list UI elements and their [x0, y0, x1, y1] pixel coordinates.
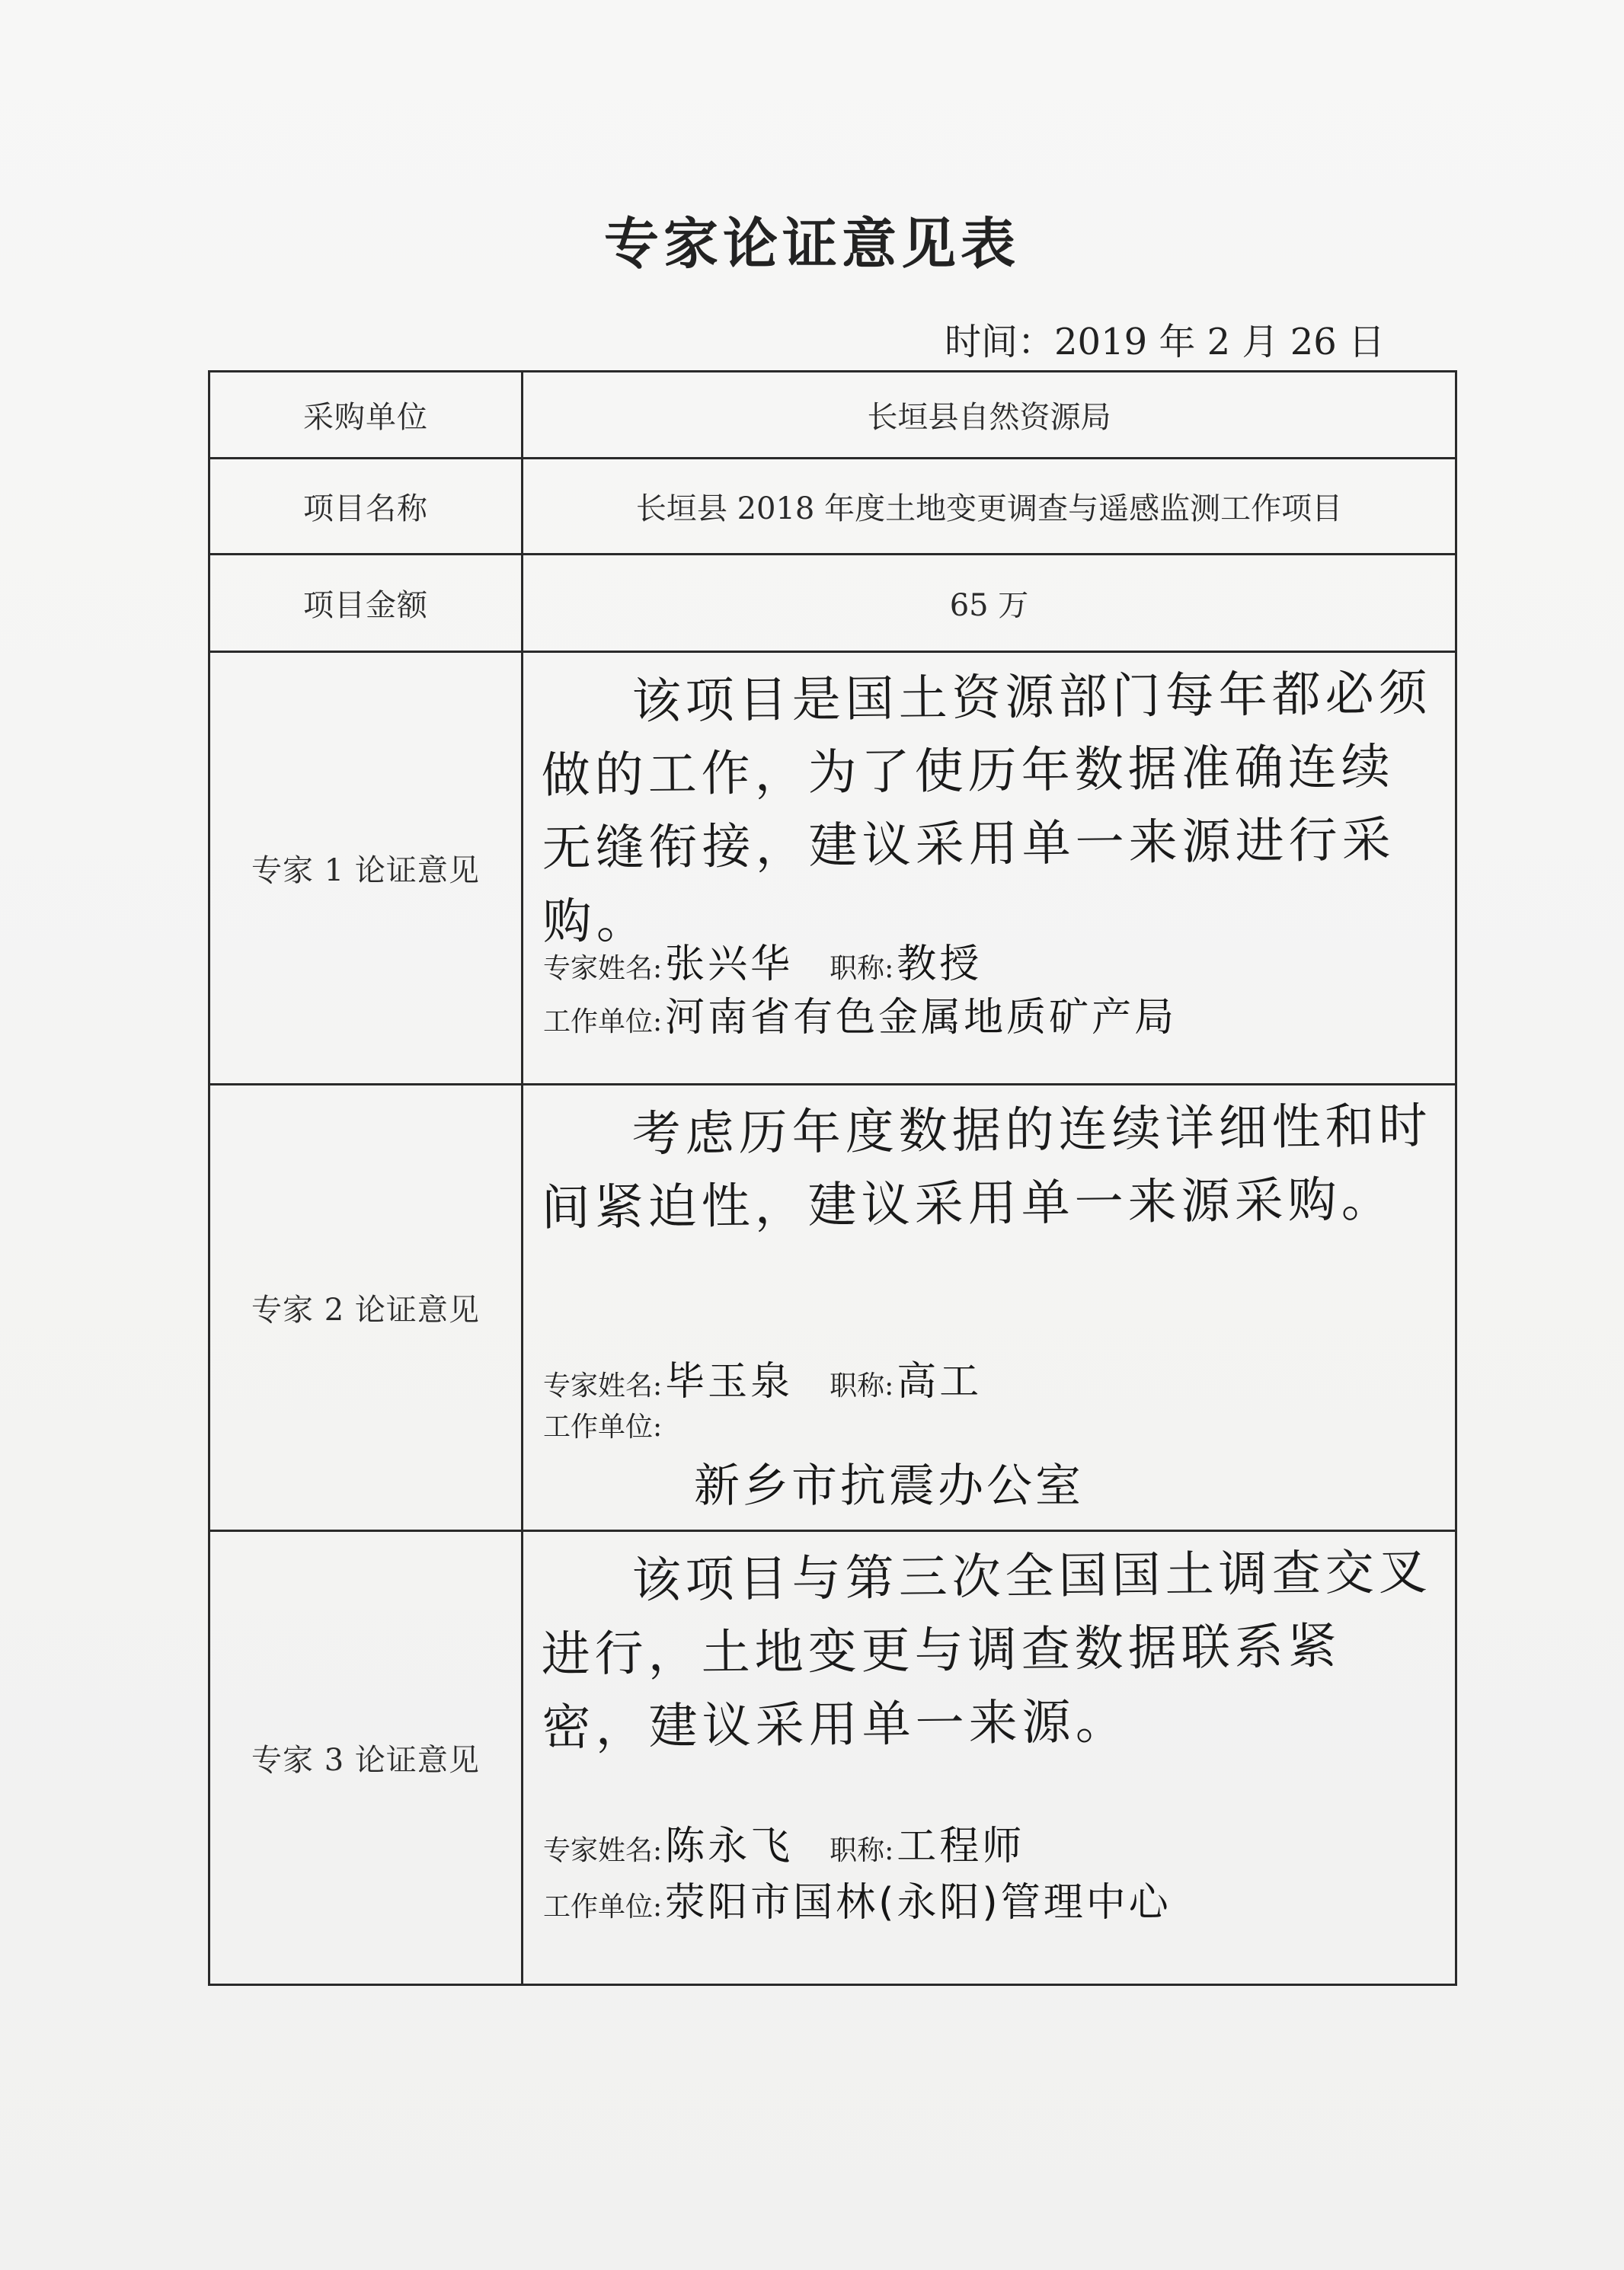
expert-3-label: 专家 3 论证意见	[209, 1531, 523, 1985]
expert-1-unit: 河南省有色金属地质矿产局	[665, 995, 1178, 1041]
table-row-purchaser	[209, 372, 1456, 459]
expert-3-unit: 荥阳市国林(永阳)管理中心	[665, 1880, 1172, 1926]
purchaser-label: 采购单位	[209, 372, 523, 459]
expert-1-label: 专家 1 论证意见	[209, 652, 523, 1085]
expert-3-unit-line	[543, 1870, 1172, 1927]
table-row-expert-3	[209, 1531, 1456, 1985]
expert-2-title-label: 职称:	[830, 1370, 894, 1402]
expert-1-name: 张兴华	[665, 942, 794, 987]
expert-1-title: 教授	[897, 942, 983, 987]
date-line: 时间：2019 年 2 月 26 日	[945, 321, 1386, 363]
opinion-form-table	[208, 370, 1457, 1986]
expert-3-title-label: 职称:	[830, 1835, 894, 1866]
expert-2-name: 毕玉泉	[665, 1359, 794, 1405]
expert-2-name-line	[543, 1349, 982, 1406]
expert-3-opinion-cell	[523, 1531, 1456, 1985]
expert-1-name-line	[543, 932, 982, 989]
expert-1-name-label: 专家姓名:	[543, 953, 663, 984]
page-title: 专家论证意见表	[603, 211, 1020, 276]
amount-label: 项目金额	[209, 555, 523, 652]
project-name-label: 项目名称	[209, 459, 523, 555]
expert-2-opinion-cell	[523, 1085, 1456, 1531]
expert-2-unit: 新乡市抗震办公室	[694, 1460, 1084, 1513]
amount-value: 65 万	[523, 555, 1456, 652]
purchaser-value: 长垣县自然资源局	[523, 372, 1456, 459]
expert-1-unit-label: 工作单位:	[543, 1006, 663, 1037]
project-name-value: 长垣县 2018 年度土地变更调查与遥感监测工作项目	[523, 459, 1456, 555]
expert-1-title-label: 职称:	[830, 953, 894, 984]
expert-2-name-label: 专家姓名:	[543, 1370, 663, 1402]
expert-2-opinion: 考虑历年度数据的连续详细性和时间紧迫性，建议采用单一来源采购。	[541, 1098, 1433, 1237]
expert-3-name-line	[543, 1814, 1025, 1871]
expert-2-unit-line	[543, 1405, 662, 1444]
expert-1-opinion-cell	[523, 652, 1456, 1085]
expert-2-unit-value-line	[691, 1450, 1084, 1515]
table-row-expert-2	[209, 1085, 1456, 1531]
expert-2-unit-label: 工作单位:	[543, 1412, 663, 1443]
table-row-amount	[209, 555, 1456, 652]
expert-3-name: 陈永飞	[665, 1824, 794, 1869]
expert-1-unit-line	[543, 985, 1177, 1042]
table-row-expert-1	[209, 652, 1456, 1085]
expert-3-unit-label: 工作单位:	[543, 1891, 663, 1923]
expert-3-opinion: 该项目与第三次全国国土调查交叉进行，土地变更与调查数据联系紧密，建议采用单一来源。	[541, 1544, 1433, 1757]
expert-3-title: 工程师	[897, 1824, 1025, 1869]
expert-2-label: 专家 2 论证意见	[209, 1085, 523, 1531]
expert-3-name-label: 专家姓名:	[543, 1835, 663, 1866]
expert-2-title: 高工	[897, 1359, 983, 1405]
table-row-project-name	[209, 459, 1456, 555]
expert-1-opinion: 该项目是国土资源部门每年都必须做的工作，为了使历年数据准确连续无缝衔接，建议采用单一来源进行采购。	[541, 665, 1433, 951]
